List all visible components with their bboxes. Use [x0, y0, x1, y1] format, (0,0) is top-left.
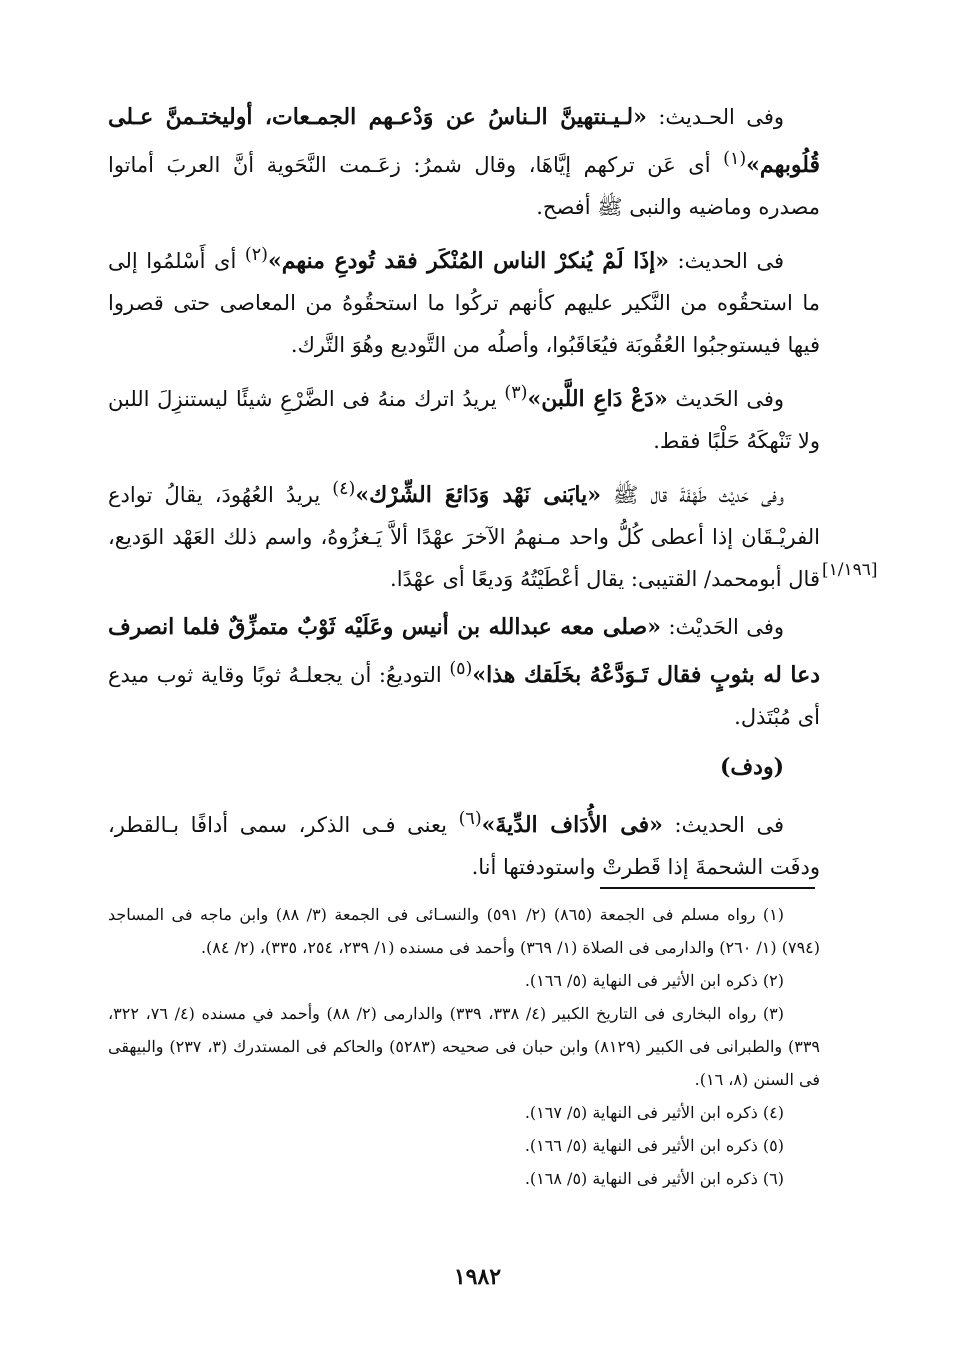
footnote-5: (٥) ذكره ابن الأثير فى النهاية (٥/ ١٦٦). [524, 1136, 784, 1155]
paragraph-3 [108, 372, 820, 462]
paragraph-5 [108, 606, 820, 738]
footnote-ref: (٦) [458, 809, 482, 829]
paragraph-lead: وفى الحَديث [667, 387, 785, 411]
paragraph-1 [108, 96, 820, 228]
hadith-quote: «لـيـنتهينَّ الـناسُ عن وَدْعـهم الجمـعات، أوليختـمنَّ عـلى قُلُوبهم» [108, 104, 820, 178]
paragraph-lead: وفى حَديْث طَهْفَةَ قال ﷺ [600, 483, 784, 507]
paragraph-2 [108, 234, 820, 366]
hadith-quote: «دَعْ دَاعِ اللَّبن» [527, 386, 668, 412]
footnotes [108, 898, 820, 1195]
section-heading: (ودف) [719, 754, 784, 780]
footnote-1: (١) رواه مسلم فى الجمعة (٨٦٥) (٢/ ٥٩١) والنسـائى فى الجمعة (٣/ ٨٨) وابن ماجه فى المساجد (٧٩٤) (١/ ٢٦٠) والدارمى فى الصلاة (١/ ٣٦٩) وأحمد فى مسنده (١/ ٢٣٩، ٢٥٤، ٣٣٥)، (٢/ ٨٤). [108, 905, 820, 957]
hadith-quote: «فى الأُدَاف الدِّيةَ» [481, 812, 663, 838]
footnote-divider [600, 887, 815, 889]
paragraph-lead: فى الحديث: [662, 813, 785, 837]
paragraph-4 [108, 468, 820, 600]
paragraph-6 [108, 798, 820, 888]
hadith-quote: «يابَنى نَهْد وَدَائعَ الشِّرْك» [355, 482, 601, 508]
paragraph-body: أى أَسْلمُوا إلى ما استحقُوه من النَّكير عليهم كأنهم تركُوا ما استحقُوهُ من المعاصى حتى قصروا فيها فيستوجبُوا العُقُوبَة فيُعَاقَبُوا، وأصلُه من التَّوديع وهُوَ التَّرك. [108, 249, 820, 357]
paragraph-body: أى عَن تركهم إيَّاهَا، وقال شمرُ: زعَـمت النَّحَوية أنَّ العربَ أماتوا مصدره وماضيه والنبى ﷺ أفصح. [108, 153, 820, 219]
footnote-6: (٦) ذكره ابن الأثير فى النهاية (٥/ ١٦٨). [524, 1169, 784, 1188]
main-text [108, 96, 820, 894]
footnote-ref: (٣) [504, 383, 528, 403]
paragraph-body: التوديعُ: أن يجعلـهُ ثوبًا وقاية ثوب ميدع أى مُبْتَذل. [108, 663, 820, 729]
footnote-ref: (٥) [449, 659, 473, 679]
hadith-quote: «إذَا لَمْ يُنكرْ الناس المُنْكَر فقد تُودعِ منهم» [267, 248, 669, 274]
footnote-4: (٤) ذكره ابن الأثير فى النهاية (٥/ ١٦٧). [524, 1103, 784, 1122]
footnote-ref: (٢) [244, 245, 268, 265]
manuscript-folio-marker: [١/١٩٦] [822, 560, 878, 580]
footnote-ref: (١) [723, 149, 747, 169]
footnote-ref: (٤) [332, 479, 356, 499]
paragraph-body: يريدُ العُهُودَ، يقالُ توادع الفريْـقَان إذا أعطى كُلُّ واحد مـنهمُ الآخرَ عهْدًا ألاَّ يَـغزُوهُ، واسم ذلك العَهْد الوَديع، قال أبومحمد/ القتيبى: يقال أعْطَيْتُهُ وَديعًا أى عهْدًا. [108, 483, 820, 591]
paragraph-lead: وفى الحـديث: [646, 105, 784, 129]
hadith-quote: «صلى معه عبدالله بن أنيس وعَلَيْه ثَوْبٌ متمزِّقٌ فلما انصرف دعا له بثوبٍ فقال تَـوَدَّعْهُ بخَلَقك هذا» [108, 614, 820, 688]
paragraph-body: يعنى فـى الذكر، سمى أدافًا بـالقطر، ودفَت الشحمةَ إذا قَطرتْ واستودفتها أنا. [108, 813, 820, 879]
page-number: ١٩٨٢ [453, 1264, 502, 1290]
paragraph-lead: فى الحديث: [668, 249, 784, 273]
paragraph-body: يريدُ اترك منهُ فى الضَّرْعِ شيئًا ليستنزِلَ اللبن ولا تَنْهكَهُ حَلْبًا فقط. [108, 387, 820, 453]
footnote-3: (٣) رواه البخارى فى التاريخ الكبير (٤/ ٣٣٨، ٣٣٩) والدارمى (٢/ ٨٨) وأحمد في مسنده (٤/ ٧٦، ٣٢٢، ٣٣٩) والطبرانى فى الكبير (٨١٢٩) وابن حبان فى صحيحه (٥٢٨٣) والحاكم فى المستدرك (٣، ٢٣٧) والبيهقى فى السنن (٨، ١٦). [108, 1004, 821, 1089]
footnote-2: (٢) ذكره ابن الأثير فى النهاية (٥/ ١٦٦). [524, 971, 784, 990]
paragraph-lead: وفى الحَديْث: [660, 615, 784, 639]
